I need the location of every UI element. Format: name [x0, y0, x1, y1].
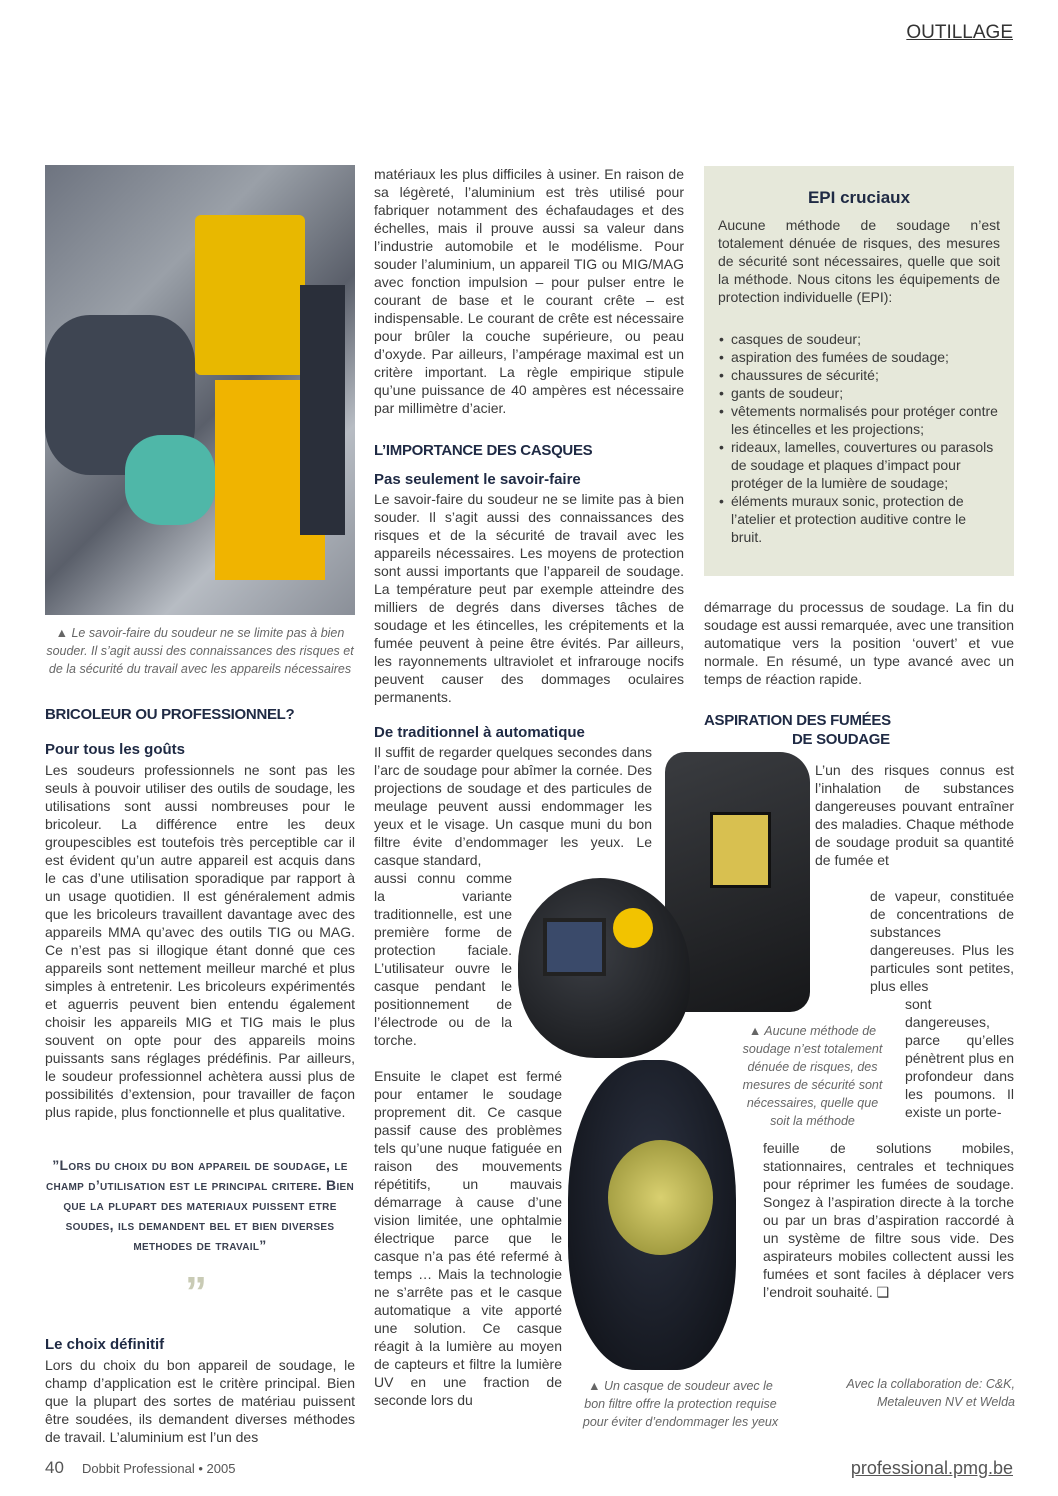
section-heading: L’IMPORTANCE DES CASQUES [374, 442, 593, 459]
body-paragraph: Le savoir-faire du soudeur ne se limite pas à bien souder. Il s’agit aussi des connaissances des risques et de la sécurité de travail avec les appareils nécessaires. Les moyens de protection sont aussi importants que l’appareil de soudage. La température peut par exemple atteindre des milliers de degrés dans diverses tâches de soudage et les étincelles, les crépitements et la fumée peuvent à peine être évités. Par ailleurs, les rayonnements ultraviolet et infrarouge nocifs peuvent causer des dommages oculaires permanents. [374, 491, 684, 705]
list-item: • éléments muraux sonic, protection de l’atelier et protection auditive contre le bruit. [718, 492, 1000, 546]
photo-caption: ▲ Le savoir-faire du soudeur ne se limite pas à bien souder. Il s’agit aussi des connaissances des risques et de la sécurité du travail avec les appareils nécessaires [46, 626, 354, 676]
list-item: • rideaux, lamelles, couvertures ou parasols de soudage et plaques d’impact pour protéger de la lumière de soudage; [718, 438, 1000, 492]
box-intro: Aucune méthode de soudage n’est totalement dénuée de risques, des mesures de sécurité sont nécessaires, quelle que soit la méthode. Nous citons les équipements de protection individuelle (EPI): [718, 217, 1000, 305]
body-paragraph: Lors du choix du bon appareil de soudage, le champ d’application est le critère principal. Bien que la plupart des sortes de matériau puissent être soudées, ils demandent diverses méthodes de travail. L’aluminium est l’un des [45, 1357, 355, 1445]
list-item: • chaussures de sécurité; [718, 366, 1000, 384]
page-number: 40 [45, 1458, 64, 1477]
helmet-caption: ▲ Un casque de soudeur avec le bon filtre offre la protection requise pour éviter d’endommager les yeux [582, 1379, 779, 1429]
body-paragraph: Il suffit de regarder quelques secondes dans l’arc de soudage pour abîmer la cornée. Des projections de soudage et des particules de meulage peuvent aussi endommager les yeux et le visage. Un casque muni du bon filtre évite d’endommager les yeux. Le casque standard, [374, 744, 652, 868]
section-heading: ASPIRATION DES FUMÉES [704, 712, 891, 729]
epi-list [718, 330, 1000, 546]
helmet-caption: ▲ Aucune méthode de soudage n’est totalement dénuée de risques, des mesures de sécurité sont nécessaires, quelle que soit la méthode [742, 1024, 883, 1128]
body-paragraph: L’un des risques connus est l’inhalation de substances dangereuses pouvant entraîner des maladies. Chaque méthode de soudage produit sa quantité de fumée et [815, 762, 1014, 868]
box-title: EPI cruciaux [807, 188, 911, 207]
pull-quote: ”Lors du choix du bon appareil de soudage, le champ d’utilisation est le principal critere. Bien que la plupart des materiaux puissent etre soudes, ils demandent bel et bien diverses methodes de travail” [45, 1157, 355, 1253]
body-paragraph: de vapeur, constituée de concentrations de substances dangereuses. Plus les particules sont petites, plus elles [870, 888, 1014, 994]
quote-mark: ” [185, 1268, 207, 1317]
subheading: Pour tous les goûts [45, 741, 186, 758]
epi-sidebar-box [704, 166, 1014, 576]
section-heading-line2: DE SOUDAGE [792, 731, 890, 748]
sentinel-helmet-image [568, 1060, 736, 1370]
body-paragraph: démarrage du processus de soudage. La fin du soudage est aussi remarquée, avec une transition automatique vers la position ‘ouvert’ et vue normale. En résumé, un type avancé avec un temps de réaction rapide. [704, 599, 1014, 687]
subheading: De traditionnel à automatique [374, 724, 585, 741]
body-paragraph: sont dangereuses, parce qu’elles pénètrent plus en profondeur dans les poumons. Il existe un porte- [905, 996, 1014, 1120]
list-item: • gants de soudeur; [718, 384, 1000, 402]
credit: Avec la collaboration de: C&K, Metaleuven NV et Welda [846, 1377, 1015, 1409]
auto-helmet-image [518, 878, 690, 1058]
body-paragraph: matériaux les plus difficiles à usiner. En raison de sa légèreté, l’aluminium est très utilisé pour fabriquer notamment des échafaudages et des échelles, mais il prouve aussi sa valeur dans l’industrie automobile et le modélisme. Pour souder l’aluminium, un appareil TIG ou MIG/MAG avec fonction impulsion – pour pulser entre le courant de base et le courant crête – est indispensable. Le courant de crête est nécessaire pour brûler la couche supérieure, ou peau d’oxyde. Par ailleurs, l’ampérage maximal est un critère important. La règle empirique stipule qu’une puissance de 40 ampères est nécessaire par millimètre d’acier. [374, 166, 684, 416]
list-item: • casques de soudeur; [718, 330, 1000, 348]
subheading: Pas seulement le savoir-faire [374, 471, 581, 488]
section-tag: OUTILLAGE [906, 22, 1013, 43]
body-paragraph: aussi connu comme la variante traditionnelle, est une première forme de protection faciale. L’utilisateur ouvre le casque pendant le positionnement de l’électrode ou de la torche. [374, 870, 512, 1048]
body-paragraph: Les soudeurs professionnels ne sont pas les seuls à pouvoir utiliser des outils de soudage, les utilisations sont aussi nombreuses pour le bricoleur. La différence entre les deux groupescibles est toutefois très perceptible car il est évident qu’un autre appareil est acquis dans le cas d’une utilisation sporadique par rapport à un usage quotidien. Il est généralement admis que les bricoleurs travaillent davantage avec des appareils MMA qu’avec des outils TIG ou MAG. Ce n’est pas si illogique étant donné que ces appareils sont nettement meilleur marché et plus simples à entretenir. Les bricoleurs expérimentés et aguerris peuvent bien entendu également choisir les appareils MIG et TIG mais le plus souvent on opte pour des appareils moins puissants sans réglages prédéfinis. Par ailleurs, le soudeur professionnel achètera aussi plus de possibilités d’extension, pour travailler de façon plus rapide, plus fonctionnelle et plus qualitative. [45, 762, 355, 1120]
list-item: • vêtements normalisés pour protéger contre les étincelles et les projections; [718, 402, 1000, 438]
magazine-name: Dobbit Professional • 2005 [82, 1461, 236, 1476]
website-link[interactable]: professional.pmg.be [850, 1458, 1013, 1478]
welder-photo [45, 165, 355, 615]
subheading: Le choix définitif [45, 1336, 165, 1353]
list-item: • aspiration des fumées de soudage; [718, 348, 1000, 366]
section-heading: BRICOLEUR OU PROFESSIONNEL? [45, 706, 295, 723]
body-paragraph: feuille de solutions mobiles, stationnaires, centrales et techniques pour réprimer les fumées de soudage. Songez à l’aspiration directe à la torche ou par un bras d’aspiration raccordé à un système de filtre sous vide. Des aspirateurs mobiles collectent aussi les fumées et sont faciles à déplacer vers l’endroit souhaité. ❑ [763, 1140, 1014, 1300]
body-paragraph: Ensuite le clapet est fermé pour entamer le soudage proprement dit. Ce casque passif cause des problèmes tels qu’une nuque fatiguée en raison des mouvements répétitifs, un mauvais démarrage à cause d’une vision limitée, une ophtalmie électrique parce que le casque n’a pas été refermé à temps … Mais la technologie ne s’arrête pas et le casque automatique a vite apporté une solution. Ce casque réagit à la lumière au moyen de capteurs et filtre la lumière UV en une fraction de seconde lors du [374, 1068, 562, 1408]
